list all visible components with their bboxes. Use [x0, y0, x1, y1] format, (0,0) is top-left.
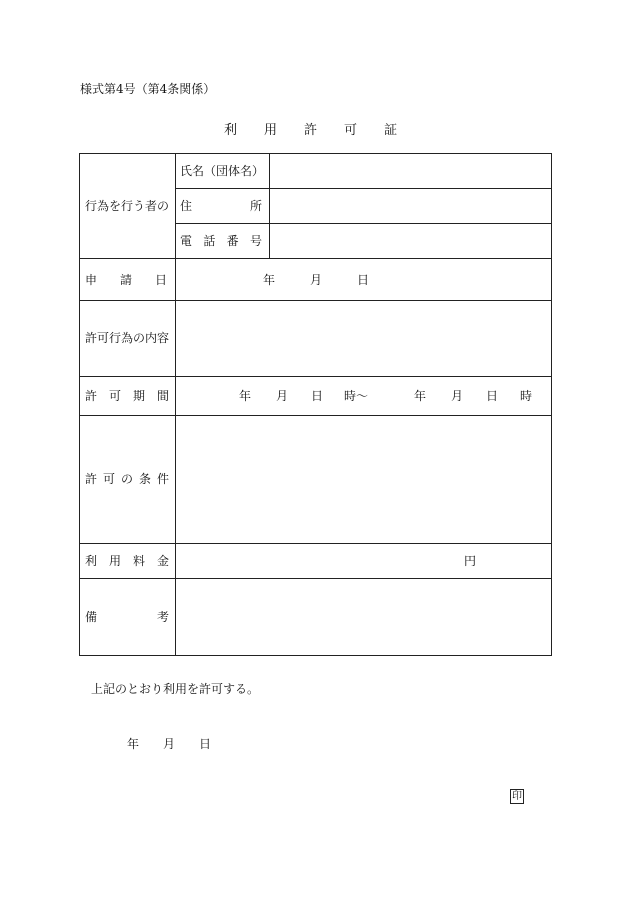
period-end-day: 日 — [486, 389, 499, 403]
phone-label — [180, 234, 262, 248]
label-char: 用 — [108, 554, 121, 568]
name-label: 氏名（団体名） — [180, 164, 265, 178]
period-start-year: 年 — [239, 389, 252, 403]
label-char: 住 — [180, 199, 193, 213]
label-char: 番 — [226, 234, 239, 248]
phone-input[interactable] — [270, 224, 551, 258]
usage-fee-input[interactable] — [176, 544, 551, 578]
period-end-year: 年 — [414, 389, 427, 403]
date-day: 日 — [357, 273, 370, 287]
period-end-month: 月 — [451, 389, 464, 403]
permission-statement: 上記のとおり利用を許可する。 — [91, 682, 260, 696]
label-char: 所 — [249, 199, 262, 213]
label-char: 許 — [85, 389, 98, 403]
application-date-label — [85, 273, 167, 287]
title-char: 証 — [384, 123, 399, 138]
form-number: 様式第4号（第4条関係） — [80, 82, 216, 96]
period-end-hour: 時 — [520, 389, 533, 403]
address-label — [180, 199, 262, 213]
label-char: 備 — [85, 610, 98, 624]
usage-fee-label — [85, 554, 169, 568]
issue-date-year: 年 — [127, 737, 140, 751]
remarks-input[interactable] — [176, 579, 551, 655]
permit-conditions-label — [85, 472, 169, 486]
label-char: 考 — [156, 610, 169, 624]
permit-conditions-input[interactable] — [176, 416, 551, 543]
table-border-right — [551, 153, 552, 656]
permitted-act-content-input[interactable] — [176, 301, 551, 376]
title-char: 可 — [344, 123, 359, 138]
label-char: 件 — [156, 472, 169, 486]
label-char: 請 — [119, 273, 132, 287]
permit-period-label — [85, 389, 169, 403]
issue-date — [127, 735, 235, 752]
remarks-label — [85, 610, 169, 624]
seal-mark: 印 — [512, 791, 522, 802]
fee-unit: 円 — [464, 554, 477, 568]
applicant-label: 行為を行う者の — [85, 199, 170, 213]
label-char: 電 — [180, 234, 193, 248]
period-start-day: 日 — [311, 389, 324, 403]
label-char: 可 — [108, 389, 121, 403]
document-title — [224, 119, 424, 138]
issue-date-month: 月 — [163, 737, 176, 751]
label-char: 金 — [156, 554, 169, 568]
table-border-bottom — [79, 655, 552, 656]
permitted-act-content-label: 許可行為の内容 — [85, 331, 170, 345]
label-char: 間 — [156, 389, 169, 403]
label-char: 許 — [85, 472, 98, 486]
label-char: 話 — [203, 234, 216, 248]
issue-date-day: 日 — [199, 737, 212, 751]
period-start-hour: 時～ — [344, 389, 369, 403]
label-char: 号 — [249, 234, 262, 248]
label-char: 可 — [102, 472, 115, 486]
date-year: 年 — [263, 273, 276, 287]
date-month: 月 — [310, 273, 323, 287]
label-char: 条 — [138, 472, 151, 486]
label-char: の — [120, 472, 133, 486]
period-start-month: 月 — [276, 389, 289, 403]
title-char: 利 — [224, 123, 239, 138]
title-char: 許 — [304, 123, 319, 138]
table-border-left — [79, 153, 80, 656]
label-char: 申 — [85, 273, 98, 287]
label-char: 日 — [154, 273, 167, 287]
name-input[interactable] — [270, 154, 551, 188]
label-char: 期 — [132, 389, 145, 403]
permit-form-table — [79, 153, 552, 656]
title-char: 用 — [264, 123, 279, 138]
address-input[interactable] — [270, 189, 551, 223]
label-char: 利 — [85, 554, 98, 568]
label-char: 料 — [132, 554, 145, 568]
